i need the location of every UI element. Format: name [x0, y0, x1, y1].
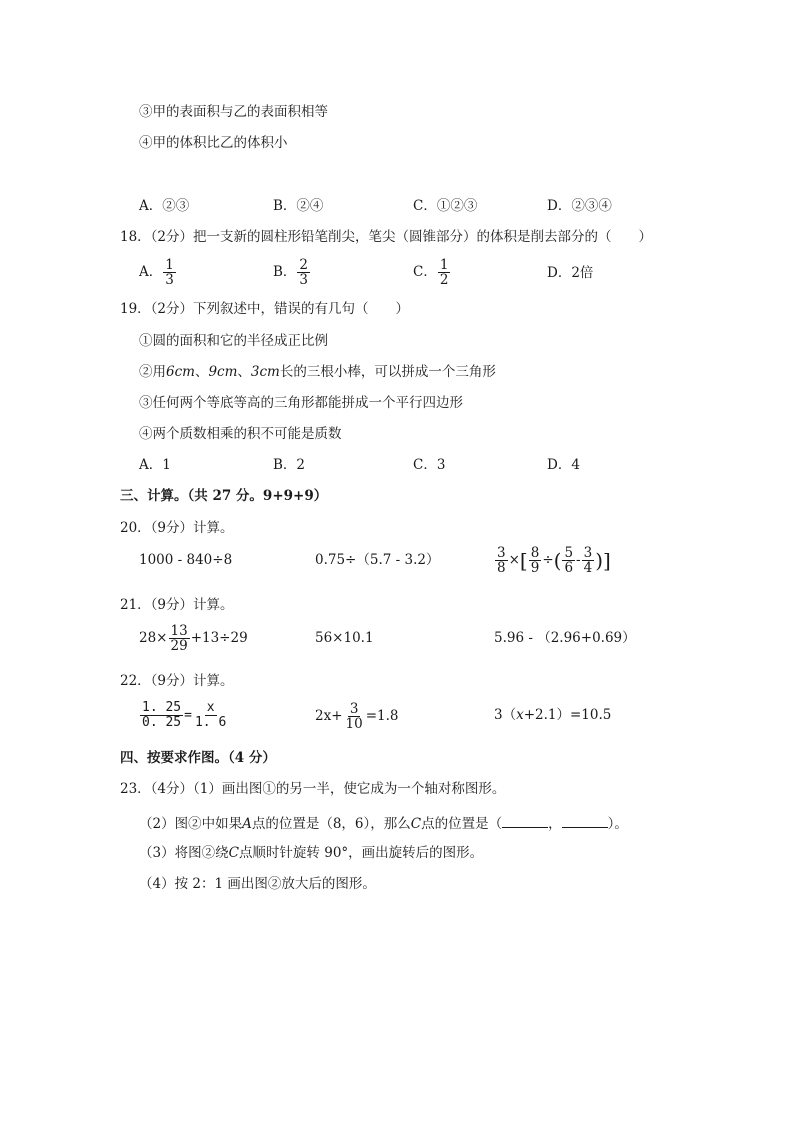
q18-option-b-fraction [297, 258, 310, 287]
fraction-denominator: 1. 6 [194, 715, 227, 730]
fraction-denominator: 3 [165, 272, 174, 288]
q18-option-b-label: B． [273, 264, 297, 280]
q18-option-c-fraction [438, 258, 451, 287]
fraction [562, 546, 575, 575]
fraction [344, 702, 365, 731]
q23-part-4: （4）按 2：1 画出图②放大后的图形。 [139, 876, 376, 892]
answer-blank-y[interactable] [562, 813, 608, 828]
q19-statement-4: ④两个质数相乘的积不可能是质数 [139, 426, 342, 442]
q18-option-a [139, 258, 177, 287]
fraction-numerator: 1 [439, 257, 449, 273]
bracket: ] [603, 548, 611, 573]
q18-option-a-label: A． [139, 264, 163, 280]
q19-option-d: D．4 [547, 457, 580, 473]
q19-statement-2-suffix: 长的三根小棒，可以拼成一个三角形 [279, 364, 496, 380]
expression-prefix: 3（ [494, 707, 517, 723]
q17-option-a: A．②③ [139, 198, 190, 214]
fraction-denominator: 3 [299, 272, 309, 288]
q19-length-b: 9cm [208, 364, 238, 380]
q21-stem: 21．（9分）计算。 [120, 597, 234, 613]
q20-expression-1: 1000 - 840÷8 [139, 552, 233, 568]
fraction [529, 546, 542, 575]
text: 点顺时针旋转 90°，画出旋转后的图形。 [238, 845, 484, 861]
q19-option-b: B．2 [273, 457, 306, 473]
expression-prefix: 2x+ [315, 708, 343, 724]
expression-suffix: +2.1）=10.5 [523, 707, 612, 723]
q17-option-d: D．②③④ [547, 198, 612, 214]
q22-expression-2 [315, 702, 398, 731]
q19-length-c: 3cm [250, 364, 280, 380]
expression-suffix: +13÷29 [190, 630, 248, 646]
paren: ) [595, 548, 603, 573]
q18-option-b [273, 258, 311, 287]
text: ， [548, 816, 562, 832]
q19-separator: 、 [237, 364, 251, 380]
q23-part-3 [139, 844, 483, 862]
expression-suffix: =1.8 [365, 708, 399, 724]
q21-expression-3: 5.96 - （2.96+0.69） [494, 630, 636, 646]
fraction-numerator: 13 [170, 623, 188, 639]
q19-stem: 19．（2分）下列叙述中，错误的有几句（ ） [120, 301, 410, 317]
equals-sign: = [184, 708, 192, 723]
text: （3）将图②绕 [139, 845, 229, 861]
q20-expression-3 [494, 546, 611, 575]
q18-stem: 18．（2分）把一支新的圆柱形铅笔削尖，笔尖（圆锥部分）的体积是削去部分的（ ） [120, 229, 653, 245]
point-a-label: A [242, 816, 252, 832]
fraction-denominator: 8 [497, 560, 506, 576]
q18-option-c-label: C． [413, 264, 437, 280]
fraction-denominator: 10 [345, 716, 363, 732]
fraction-numerator: 3 [349, 701, 359, 717]
fraction [582, 546, 595, 575]
fraction [193, 701, 228, 730]
paren: ( [553, 548, 562, 573]
q20-expression-2: 0.75÷（5.7 - 3.2） [315, 552, 440, 568]
q18-option-a-fraction [163, 258, 176, 287]
operator: ÷ [542, 552, 554, 568]
fraction-denominator: 4 [583, 560, 593, 576]
q19-option-c: C．3 [413, 457, 446, 473]
fraction-numerator: 5 [564, 545, 574, 561]
q21-expression-2: 56×10.1 [315, 630, 374, 646]
fraction-denominator: 2 [439, 272, 449, 288]
fraction-numerator: 3 [497, 545, 506, 561]
fraction-denominator: 0. 25 [142, 715, 182, 730]
text: 点的位置是（ [421, 816, 503, 832]
fraction-numerator: 1. 25 [142, 700, 182, 715]
operator: × [508, 552, 520, 568]
text: 点的位置是（8，6），那么 [251, 816, 411, 832]
fraction-numerator: 1 [165, 257, 174, 273]
q23-part-1: 23．（4分）（1）画出图①的另一半，使它成为一个轴对称图形。 [120, 781, 506, 797]
q19-statement-1: ①圆的面积和它的半径成正比例 [139, 333, 328, 349]
q18-option-c [413, 258, 451, 287]
fraction-denominator: 29 [170, 638, 188, 654]
q17-option-b: B．②④ [273, 198, 324, 214]
q20-stem: 20．（9分）计算。 [120, 520, 234, 536]
q21-expression-1 [139, 624, 248, 653]
fraction-numerator: 3 [583, 545, 593, 561]
q19-statement-3: ③任何两个等底等高的三角形都能拼成一个平行四边形 [139, 395, 463, 411]
fraction [140, 701, 183, 730]
q19-statement-2-prefix: ②用 [139, 364, 166, 380]
q18-option-d: D．2倍 [547, 265, 594, 281]
variable-x: x [516, 707, 524, 723]
q17-option-c: C．①②③ [413, 198, 478, 214]
text: ）。 [607, 816, 628, 832]
fraction-numerator: 8 [530, 545, 540, 561]
q22-stem: 22．（9分）计算。 [120, 673, 234, 689]
bracket: [ [519, 548, 528, 573]
expression-prefix: 28× [139, 630, 168, 646]
fraction-numerator: x [206, 700, 215, 715]
point-c-label: C [228, 845, 239, 861]
point-c-label: C [410, 816, 422, 832]
q19-separator: 、 [194, 364, 209, 380]
q19-option-a: A．1 [139, 457, 171, 473]
section-3-title: 三、计算。（共 27 分。9+9+9） [120, 488, 328, 504]
fraction-denominator: 9 [530, 560, 540, 576]
answer-blank-x[interactable] [502, 813, 548, 828]
section-4-title: 四、按要求作图。（4 分） [120, 750, 276, 766]
fraction-denominator: 6 [564, 560, 574, 576]
q23-part-2 [139, 813, 628, 833]
q22-expression-1 [139, 701, 229, 730]
q17-statement-3: ③甲的表面积与乙的表面积相等 [139, 104, 328, 120]
fraction [495, 546, 508, 575]
q19-length-a: 6cm [166, 364, 195, 380]
q22-expression-3 [494, 706, 611, 724]
fraction [169, 624, 190, 653]
text: （2）图②中如果 [139, 816, 243, 832]
fraction-numerator: 2 [299, 257, 309, 273]
q17-statement-4: ④甲的体积比乙的体积小 [139, 135, 288, 151]
operator: - [576, 552, 581, 568]
q19-statement-2 [139, 363, 496, 381]
